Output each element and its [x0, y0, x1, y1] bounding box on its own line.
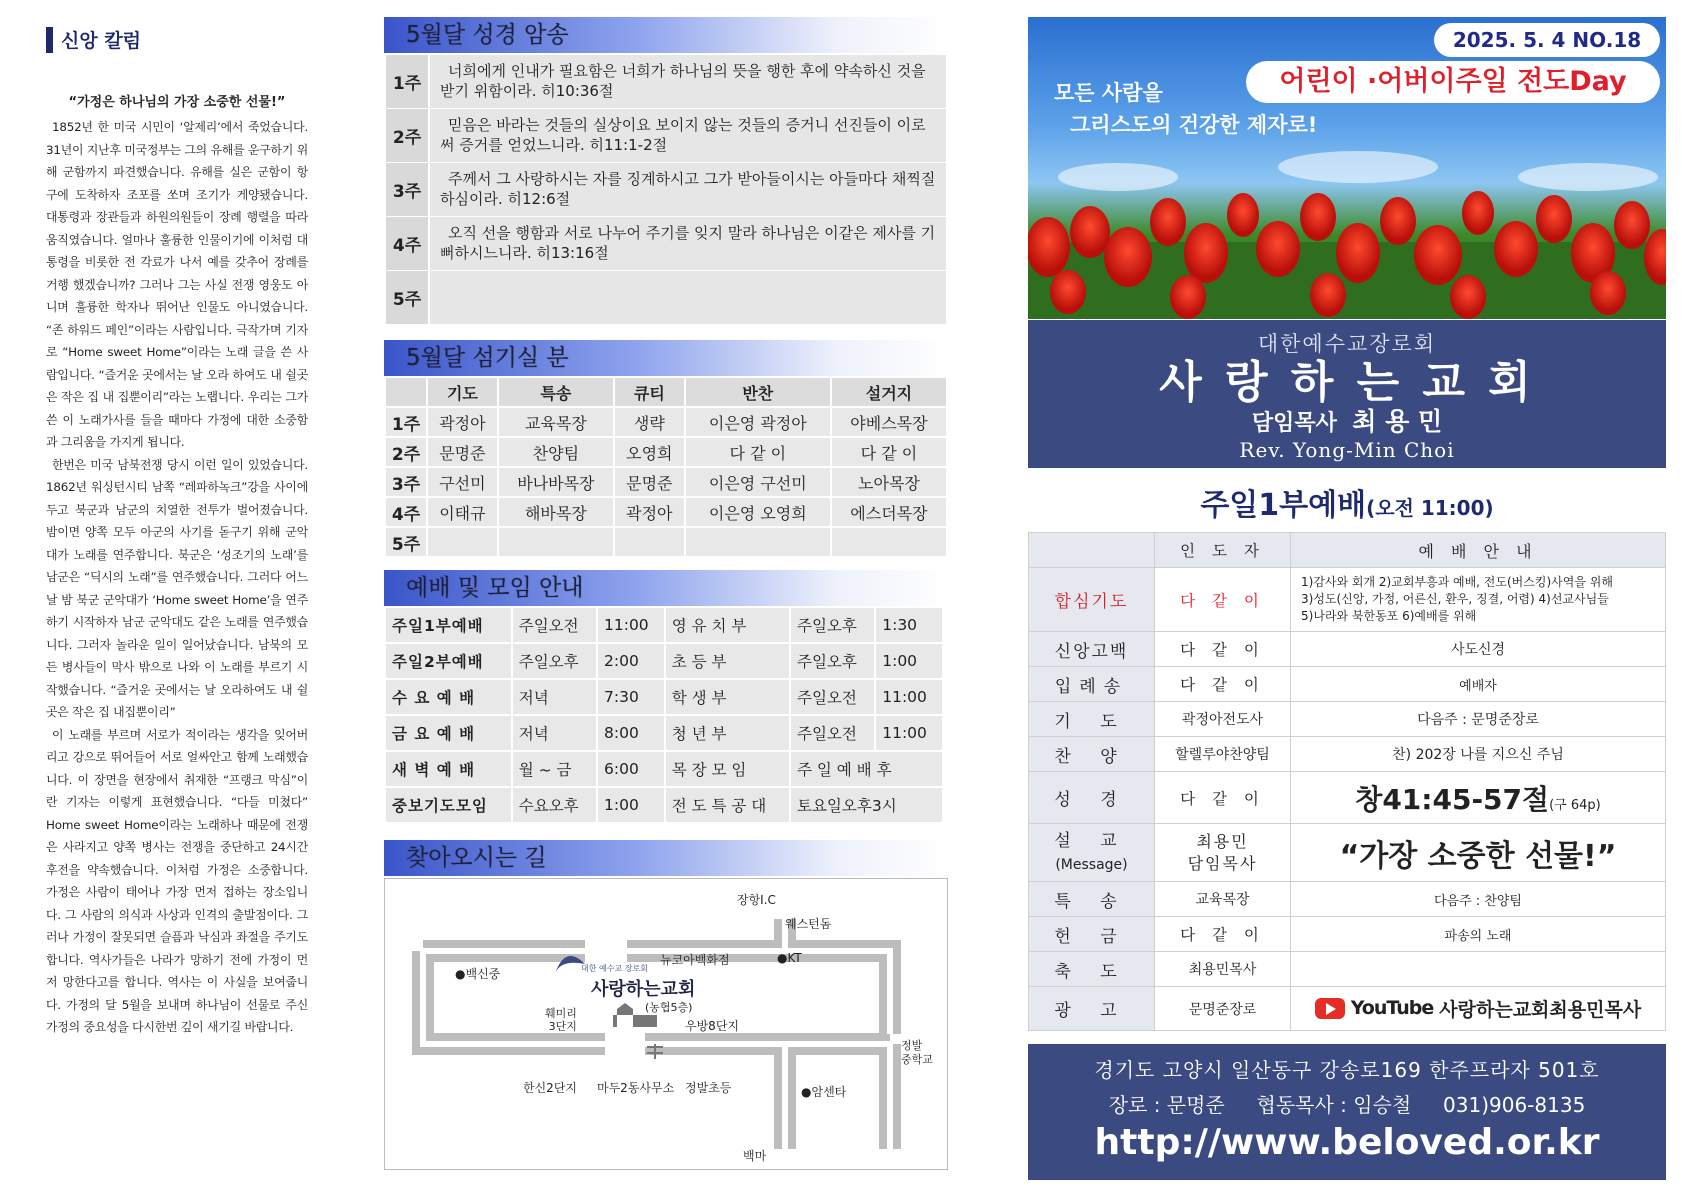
table-cell: 주일오전 — [790, 679, 875, 715]
table-cell: 11:00 — [875, 679, 943, 715]
church-name: 사 랑 하 는 교 회 — [1159, 357, 1535, 408]
table-row — [1029, 772, 1666, 824]
map-roads — [385, 879, 949, 1171]
verse-text: 오직 선을 행함과 서로 나누어 주기를 잊지 말라 하나님은 이같은 제사를 기뻐하시느니라. 히13:16절 — [440, 224, 936, 262]
table-cell: 생략 — [614, 407, 685, 437]
table-cell: 주일2부예배 — [385, 643, 512, 679]
table-row — [1029, 568, 1666, 632]
table-cell: 문명준장로 — [1155, 987, 1291, 1031]
website-link[interactable]: http://www.beloved.or.kr — [1094, 1122, 1600, 1163]
pastor-line — [1028, 408, 1666, 438]
footer-address: 경기도 고양시 일산동구 강송로169 한주프라자 501호 — [1094, 1058, 1600, 1082]
table-cell: 노아목장 — [831, 467, 947, 497]
table-cell: 다 같 이 — [1155, 667, 1291, 702]
table-cell: 수 요 예 배 — [385, 679, 512, 715]
table-cell: 찬) 202장 나를 지으신 주님 — [1291, 737, 1666, 772]
issue-date: 2025. 5. 4 NO.18 — [1434, 23, 1660, 57]
table-cell: 이태규 — [427, 497, 498, 527]
meetings-section — [384, 570, 948, 824]
column-body — [46, 116, 308, 1039]
pastor-english: Rev. Yong-Min Choi — [1239, 438, 1455, 462]
table-cell: 입례송 — [1029, 667, 1155, 702]
table-cell: 저녁 — [512, 715, 597, 751]
table-cell: 곽정아 — [614, 497, 685, 527]
event-title: 어린이 ·어버이주일 전도Day — [1246, 61, 1660, 103]
table-cell: 전 도 특 공 대 — [665, 787, 790, 823]
table-row — [385, 497, 947, 527]
week-label: 3주 — [386, 163, 430, 216]
table-row — [385, 407, 947, 437]
table-cell: 문명준 — [614, 467, 685, 497]
slogan-line1: 모든 사람을 — [1054, 81, 1163, 105]
table-cell: 찬양팀 — [498, 437, 614, 467]
table-cell: 8:00 — [597, 715, 665, 751]
map-label: 백마 — [743, 1149, 767, 1163]
table-row — [385, 787, 943, 823]
table-cell: 오영희 — [614, 437, 685, 467]
table-cell: 이은영 곽정아 — [685, 407, 831, 437]
table-cell: 교육목장 — [1155, 882, 1291, 917]
table-header-row — [1029, 533, 1666, 568]
table-cell: 1:00 — [597, 787, 665, 823]
table-cell: 다 같 이 — [1155, 917, 1291, 952]
table-cell: 주일오후 — [790, 607, 875, 643]
column-header: 반찬 — [685, 377, 831, 407]
serve-heading: 5월달 섬기실 분 — [384, 340, 948, 376]
table-row — [385, 643, 943, 679]
table-cell — [685, 527, 831, 557]
table-cell — [498, 527, 614, 557]
map-label: 사랑하는교회 — [591, 979, 696, 1000]
column-paragraph: 1852년 한 미국 시민이 ‘알제리’에서 죽었습니다. 31년이 지난후 미국정부는 그의 유해를 운구하기 위해 군함까지 파견했습니다. 유해를 실은 군함이 항구에 도착하자 조포를 쏘며 조기가 게양됐습니다. 대통령과 장관들과 하원의원들이 장례 행렬을 따라 움직였습니다. 얼마나 훌륭한 인물이기에 이처럼 대통령을 비롯한 전 각료가 나서 예를 갖추어 장례를 거행 했겠습니까? 그러나 그는 사실 전쟁 영웅도 아니며 훌륭한 학자나 뛰어난 인물도 아니였습니다. “존 하워드 페인”이라는 사람입니다. 극작가며 기자로 “Home sweet Home”이라는 노래 글을 쓴 사람입니다. “즐거운 곳에서는 날 오라 하여도 내 쉴곳은 작은 집 내 집뿐이리”라는 노랩니다. 우리는 그가 쓴 이 노래가사를 들을 때마다 가정에 대한 소중함과 그리움을 가지게 됩니다. — [46, 120, 308, 449]
table-cell — [614, 527, 685, 557]
table-cell: 초 등 부 — [665, 643, 790, 679]
table-row — [385, 679, 943, 715]
table-cell: 문명준 — [427, 437, 498, 467]
table-cell: 특 송 — [1029, 882, 1155, 917]
table-cell: 수요오후 — [512, 787, 597, 823]
map-label: 우방8단지 — [685, 1019, 740, 1033]
serve-table — [384, 376, 948, 558]
table-cell: 다 같 이 — [685, 437, 831, 467]
table-cell: 다음주 : 찬양팀 — [1291, 882, 1666, 917]
table-cell: 다음주 : 문명준장로 — [1291, 702, 1666, 737]
verse-text: 너희에게 인내가 필요함은 너희가 하나님의 뜻을 행한 후에 약속하신 것을 받기 위함이라. 히10:36절 — [440, 62, 926, 100]
table-cell: 주일오전 — [512, 607, 597, 643]
verse-text — [430, 271, 946, 324]
verse-text: 믿음은 바라는 것들의 실상이요 보이지 않는 것들의 증거니 선진들이 이로써 증거를 얻었느니라. 히11:1-2절 — [440, 116, 926, 154]
table-cell: 월 ~ 금 — [512, 751, 597, 787]
denomination: 대한예수교장로회 — [1257, 332, 1437, 356]
table-cell: 파송의 노래 — [1291, 917, 1666, 952]
table-row — [385, 527, 947, 557]
church-nameplate — [1028, 320, 1666, 468]
table-row — [1029, 737, 1666, 772]
table-cell: 다 같 이 — [831, 437, 947, 467]
column-paragraph: 이 노래를 부르며 서로가 적이라는 생각을 잊어버리고 강으로 뛰어들어 서로 얼싸안고 함께 노래했습니다. 이 장면을 현장에서 취재한 “프랭크 막심”이란 기자는 이렇게 표현했습니다. “다들 미쳤다” Home sweet Home이라는 노래하나 때문에 전쟁은 사라지고 양쪽 병사는 전쟁을 중단하고 24시간 후전을 약속했습니다. 이처럼 가정은 소중합니다. 가정은 사람이 태어나 가장 먼저 접하는 장소입니다. 그 사람의 의식과 사상과 인격의 출발점이다. 그러나 가정이 잘못되면 슬픔과 낙심과 좌절을 주기도 합니다. 역사가들은 나라가 망하기 전에 가정이 먼저 망한다고를 합니다. 역사는 이 사실을 보여줍니다. 가정의 달 5월을 보내며 하나님이 선물로 주신 가정의 중요성을 다시한번 깊이 새기길 바랍니다. — [46, 727, 308, 1034]
table-cell: 이은영 오영희 — [685, 497, 831, 527]
map-label: 정발 중학교 — [901, 1039, 933, 1066]
verses-heading: 5월달 성경 암송 — [384, 17, 948, 53]
map-label: 정발초등 — [685, 1081, 732, 1095]
table-cell: 광 고 — [1029, 987, 1155, 1031]
map-label: 장항I.C — [737, 893, 776, 907]
scripture-reference: 창41:45-57절 — [1355, 782, 1550, 816]
table-cell: 이은영 구선미 — [685, 467, 831, 497]
table-cell — [1029, 533, 1155, 568]
table-cell — [1291, 987, 1666, 1031]
column-section — [46, 26, 308, 1176]
table-cell: 다 같 이 — [1155, 568, 1291, 632]
table-cell: 2:00 — [597, 643, 665, 679]
map-label: ●KT — [777, 951, 802, 965]
table-cell: 주일오후 — [512, 643, 597, 679]
table-cell: 사도신경 — [1291, 632, 1666, 667]
table-cell: 11:00 — [875, 715, 943, 751]
table-cell: 에스더목장 — [831, 497, 947, 527]
table-cell: 기 도 — [1029, 702, 1155, 737]
scripture-page: (구 64p) — [1549, 797, 1601, 813]
slogan-line2: 그리스도의 건강한 제자로! — [1070, 113, 1318, 137]
worship-name: 주일1부예배 — [1200, 488, 1367, 523]
table-cell: 성 경 — [1029, 772, 1155, 824]
table-cell — [1029, 824, 1155, 882]
table-cell: 금 요 예 배 — [385, 715, 512, 751]
table-cell: 영 유 치 부 — [665, 607, 790, 643]
column-heading-text: 신앙 칼럼 — [61, 30, 142, 52]
table-cell: 구선미 — [427, 467, 498, 497]
verse-row — [386, 109, 946, 163]
map-label: 웨스턴돔 — [785, 917, 832, 931]
table-cell: 4주 — [385, 497, 427, 527]
map-label: 한신2단지 — [523, 1081, 578, 1095]
column-header: 설거지 — [831, 377, 947, 407]
table-cell: 1주 — [385, 407, 427, 437]
worship-order-table — [1028, 532, 1666, 1031]
week-label: 5주 — [386, 271, 430, 324]
verse-row — [386, 271, 946, 325]
column-header: 예 배 안 내 — [1291, 533, 1666, 568]
table-row — [385, 607, 943, 643]
table-cell: 교육목장 — [498, 407, 614, 437]
week-label: 2주 — [386, 109, 430, 162]
table-row — [385, 751, 943, 787]
table-cell: 곽정아전도사 — [1155, 702, 1291, 737]
table-header-row — [385, 377, 947, 407]
map-label: ●암센타 — [801, 1085, 847, 1099]
table-row — [1029, 952, 1666, 987]
table-cell: 7:30 — [597, 679, 665, 715]
table-cell: 저녁 — [512, 679, 597, 715]
table-row — [1029, 702, 1666, 737]
table-cell: 해바목장 — [498, 497, 614, 527]
week-label: 1주 — [386, 55, 430, 108]
table-cell: 주일오전 — [790, 715, 875, 751]
heading-bar — [46, 27, 53, 53]
column-paragraph: 한번은 미국 남북전쟁 당시 이런 일이 있었습니다. 1862년 워싱턴시티 남쪽 “레파하녹크”강을 사이에 두고 북군과 남군의 치열한 전투가 벌어졌습니다. 밤이면 양쪽 모두 아군의 사기를 돋구기 위해 군악대가 노래를 연주합니다. 북군은 ‘성조기의 노래’를 남군은 “딕시의 노래”를 연주했습니다. 그러다 어느날 밤 북군 군악대가 ‘Home sweet Home’을 연주하기 시작하자 남군 군악대도 같은 노래를 연주했습니다. 그러자 놀라운 일이 일어났습니다. 남북의 모든 병사들이 막사 밖으로 나와 이 노래를 부르기 시작했습니다. “즐거운 곳에서는 날 오라하여도 내 쉴곳은 작은 집 내집뿐이리” — [46, 457, 308, 719]
table-cell: 축 도 — [1029, 952, 1155, 987]
meetings-table — [384, 606, 944, 824]
pastor-name: 최 용 민 — [1352, 407, 1443, 436]
worship-time: (오전 11:00) — [1366, 496, 1494, 520]
table-cell: 찬 양 — [1029, 737, 1155, 772]
table-cell: 새 벽 예 배 — [385, 751, 512, 787]
column-header: 특송 — [498, 377, 614, 407]
column-heading — [46, 26, 308, 53]
footer — [1028, 1044, 1666, 1180]
youtube-channel-name: 사랑하는교회최용민목사 — [1439, 998, 1642, 1021]
table-cell: 다 같 이 — [1155, 632, 1291, 667]
column-header — [385, 377, 427, 407]
table-cell: 최용민목사 — [1155, 952, 1291, 987]
table-cell: 신앙고백 — [1029, 632, 1155, 667]
map-label: 뉴코아백화점 — [660, 953, 730, 967]
table-cell: 청 년 부 — [665, 715, 790, 751]
column-header: 인 도 자 — [1155, 533, 1291, 568]
table-cell: 6:00 — [597, 751, 665, 787]
map-label: (농협5층) — [645, 1001, 693, 1014]
pastor-label: 담임목사 — [1251, 411, 1337, 436]
youtube-wordmark: YouTube — [1350, 997, 1434, 1019]
table-row — [1029, 667, 1666, 702]
table-row — [385, 715, 943, 751]
verse-row — [386, 55, 946, 109]
table-row — [1029, 987, 1666, 1031]
sermon-label: 설 교 — [1054, 830, 1129, 851]
table-cell: 바나바목장 — [498, 467, 614, 497]
map-label: 훼미리 3단지 — [545, 1007, 577, 1033]
meetings-heading: 예배 및 모임 안내 — [384, 570, 948, 606]
verses-section — [384, 17, 948, 327]
sermon-title: “가장 소중한 선물!” — [1291, 824, 1666, 882]
table-cell: 할렐루야찬양팀 — [1155, 737, 1291, 772]
verses-list — [384, 53, 948, 327]
map-label: 마두2동사무소 — [597, 1081, 675, 1095]
table-cell — [1291, 952, 1666, 987]
table-cell: 5주 — [385, 527, 427, 557]
column-header: 기도 — [427, 377, 498, 407]
week-label: 4주 — [386, 217, 430, 270]
table-cell: 야베스목장 — [831, 407, 947, 437]
table-cell: 주 일 예 배 후 — [790, 751, 943, 787]
column-title: “가정은 하나님의 가장 소중한 선물!” — [68, 95, 286, 110]
hero-banner — [1028, 17, 1666, 319]
table-row — [1029, 632, 1666, 667]
table-cell: 합심기도 — [1029, 568, 1155, 632]
youtube-play-icon — [1315, 998, 1345, 1019]
table-row — [1029, 882, 1666, 917]
table-cell: 중보기도모임 — [385, 787, 512, 823]
table-cell: 주일1부예배 — [385, 607, 512, 643]
table-cell: 최용민 담임목사 — [1155, 824, 1291, 882]
table-row — [385, 467, 947, 497]
table-cell: 3주 — [385, 467, 427, 497]
table-cell: 1:00 — [875, 643, 943, 679]
table-cell: 목 장 모 임 — [665, 751, 790, 787]
column-header: 큐티 — [614, 377, 685, 407]
map — [384, 878, 948, 1170]
footer-staff: 장로 : 문명준 협동목사 : 임승철 031)906-8135 — [1108, 1093, 1586, 1117]
table-cell: 학 생 부 — [665, 679, 790, 715]
table-cell: 헌 금 — [1029, 917, 1155, 952]
table-cell: 다 같 이 — [1155, 772, 1291, 824]
table-cell: 1:30 — [875, 607, 943, 643]
serve-section — [384, 340, 948, 558]
table-cell — [427, 527, 498, 557]
table-cell — [831, 527, 947, 557]
table-row — [385, 437, 947, 467]
sermon-label-en: (Message) — [1055, 856, 1128, 873]
table-cell: 주일오후 — [790, 643, 875, 679]
table-cell: 곽정아 — [427, 407, 498, 437]
verse-text: 주께서 그 사랑하시는 자를 징계하시고 그가 받아들이시는 아들마다 채찍질하심이라. 히12:6절 — [440, 170, 936, 208]
map-heading: 찾아오시는 길 — [384, 840, 948, 876]
worship-title — [1028, 480, 1666, 524]
verse-row — [386, 163, 946, 217]
table-cell: 토요일오후3시 — [790, 787, 943, 823]
verse-row — [386, 217, 946, 271]
table-row — [1029, 824, 1666, 882]
table-cell — [1291, 772, 1666, 824]
map-label: ●백신중 — [455, 967, 501, 981]
table-cell: 2주 — [385, 437, 427, 467]
table-cell: 1)감사와 회개 2)교회부흥과 예배, 전도(버스킹)사역을 위해 3)성도(신앙, 가정, 어른신, 환우, 징결, 어렴) 4)선교사님들 5)나라와 북한동포 6)예배를 위해 — [1291, 568, 1666, 632]
table-cell: 예배자 — [1291, 667, 1666, 702]
table-cell: 11:00 — [597, 607, 665, 643]
table-row — [1029, 917, 1666, 952]
youtube-channel[interactable] — [1315, 995, 1641, 1022]
map-label: 대한 예수교 장로회 — [581, 964, 648, 973]
map-heading-section — [384, 840, 948, 876]
